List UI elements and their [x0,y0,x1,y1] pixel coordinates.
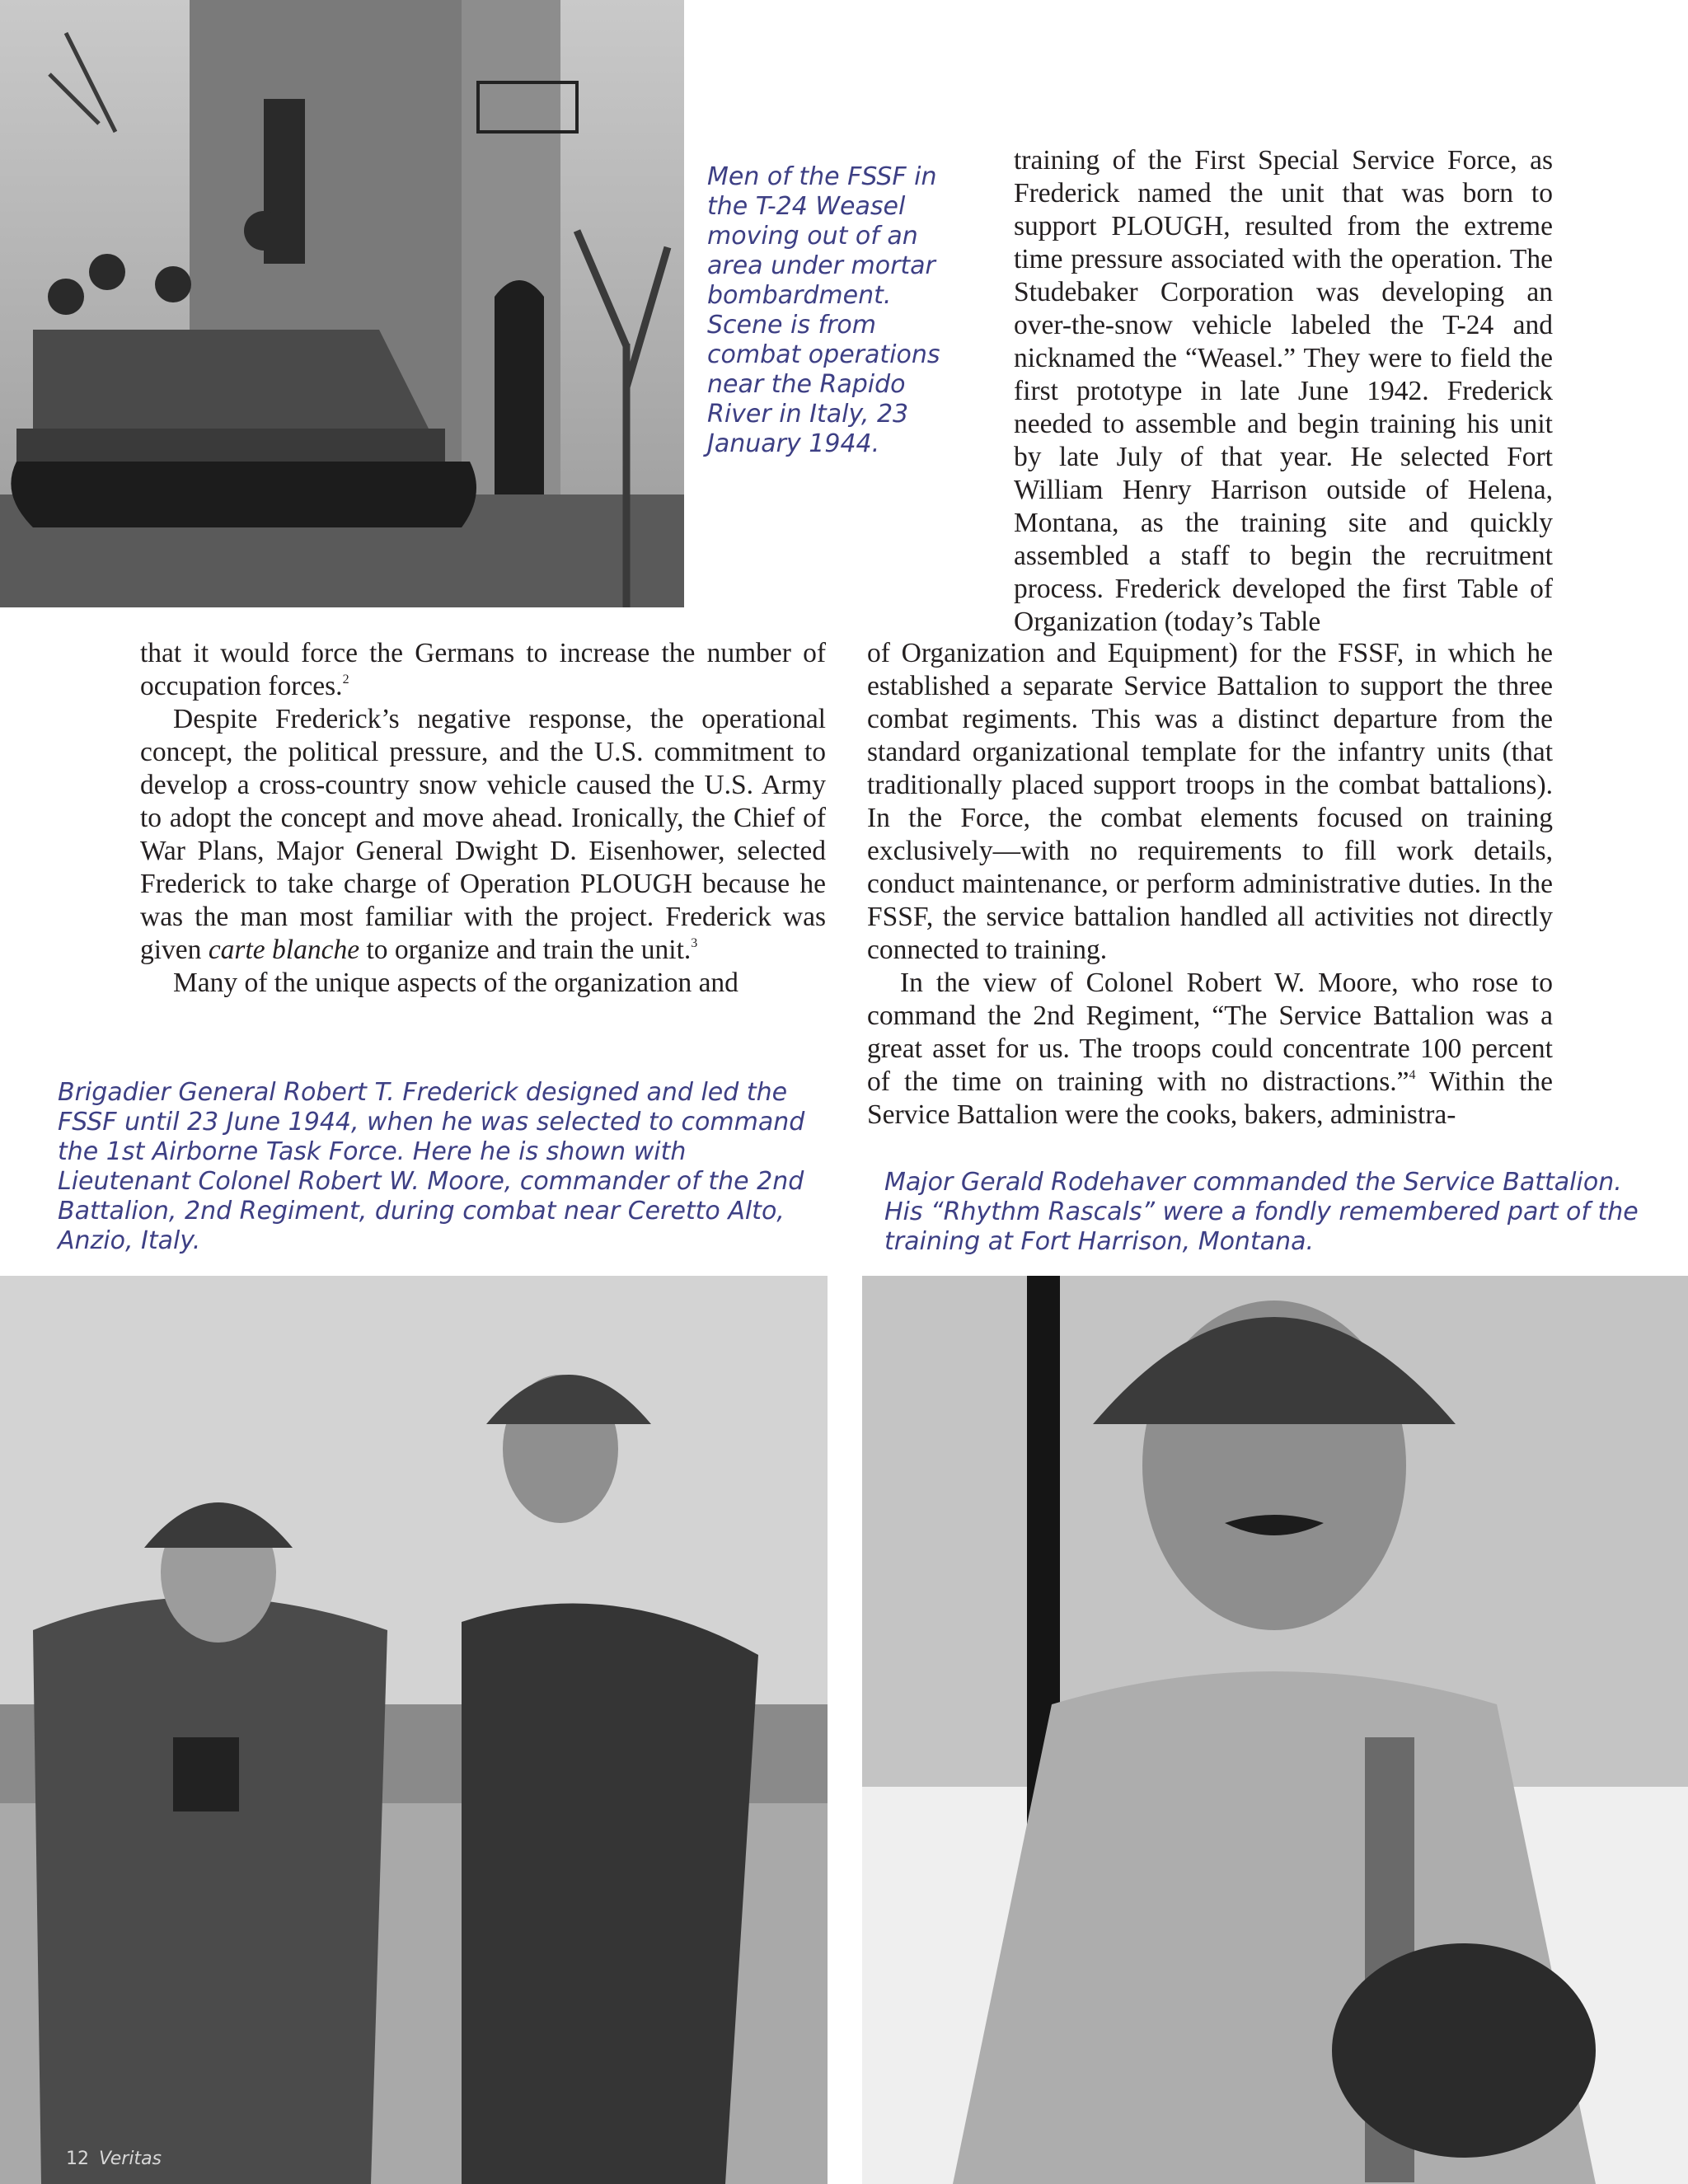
frederick-moore-photo [0,1276,828,2184]
left-paragraph-2 [140,703,826,967]
left-column [140,637,826,1000]
footnote-ref-4: 4 [1409,1068,1416,1082]
right-paragraph-2-text: In the view of Colonel Robert W. Moore, who rose to command the 2nd Regiment, “The Service Battalion was a great asset for us. The troops could concentrate 100 percent of the time on training with no distractions.” [867,968,1553,1097]
left-paragraph-2-text-b: to organize and train the unit. [359,935,692,965]
left-paragraph-1 [140,637,826,703]
left-paragraph-1-text: that it would force the Germans to increase the number of occupation forces. [140,638,826,701]
footnote-ref-2: 2 [342,673,349,687]
right-paragraph-1: of Organization and Equipment) for the FSSF, in which he established a separate Service Battalion to support the three combat regiments. This was a distinct departure from the standard organizational template for the infantry units (that traditionally placed support troops in the combat battalions). In the Force, the combat elements focused on training exclusively—with no requirements to fill work details, conduct maintenance, or perform administrative duties. In the FSSF, the service battalion handled all activities not directly connected to training. [867,638,1553,965]
left-paragraph-3: Many of the unique aspects of the organization and [173,968,738,998]
right-column-top-paragraph: training of the First Special Service Force, as Frederick named the unit that was born to support PLOUGH, resulted from the extreme time pressure associated with the operation. The Studebaker Corporation was developing an over-the-snow vehicle labeled the T-24 and nicknamed the “Weasel.” They were to field the first prototype in late June 1942. Frederick needed to assemble and begin training his unit by late July of that year. He selected Fort William Henry Harrison outside of Helena, Montana, as the training site and quickly assembled a staff to begin the recruitment process. Frederick developed the first Table of Organization (today’s Table [1014,145,1553,637]
publication-name: Veritas [99,2149,162,2169]
left-paragraph-2-text-a: Despite Frederick’s negative response, the operational concept, the political pressure, and the U.S. commitment to develop a cross-country snow vehicle caused the U.S. Army to adopt the concept and move ahead. Ironically, the Chief of War Plans, Major General Dwight D. Eisenhower, selected Frederick to take charge of Operation PLOUGH because he was the man most familiar with the project. Frederick was given [140,704,826,965]
right-column-top [1014,144,1553,639]
right-paragraph-2-text-b: Within the Service Battalion were the cooks, bakers, administra- [867,1066,1553,1130]
left-paragraph-2-italic: carte blanche [208,935,360,965]
weasel-photo-caption: Men of the FSSF in the T-24 Weasel moving out of an area under mortar bombardment. Scene is from combat operations near the Rapido River in Italy, 23 January 1944. [707,162,940,458]
right-column [867,637,1553,1132]
rodehaver-photo [862,1276,1688,2184]
footnote-ref-3: 3 [691,936,698,950]
page-number: 12 [66,2149,89,2169]
page-footer [66,2149,162,2169]
right-paragraph-2 [867,967,1553,1132]
weasel-photo [0,0,684,607]
rodehaver-caption: Major Gerald Rodehaver commanded the Service Battalion. His “Rhythm Rascals” were a fondly remembered part of the training at Fort Harrison, Montana. [884,1168,1639,1256]
frederick-moore-caption: Brigadier General Robert T. Frederick designed and led the FSSF until 23 June 1944, when he was selected to command the 1st Airborne Task Force. Here he is shown with Lieutenant Colonel Robert W. Moore, commander of the 2nd Battalion, 2nd Regiment, during combat near Ceretto Alto, Anzio, Italy. [58,1078,805,1255]
